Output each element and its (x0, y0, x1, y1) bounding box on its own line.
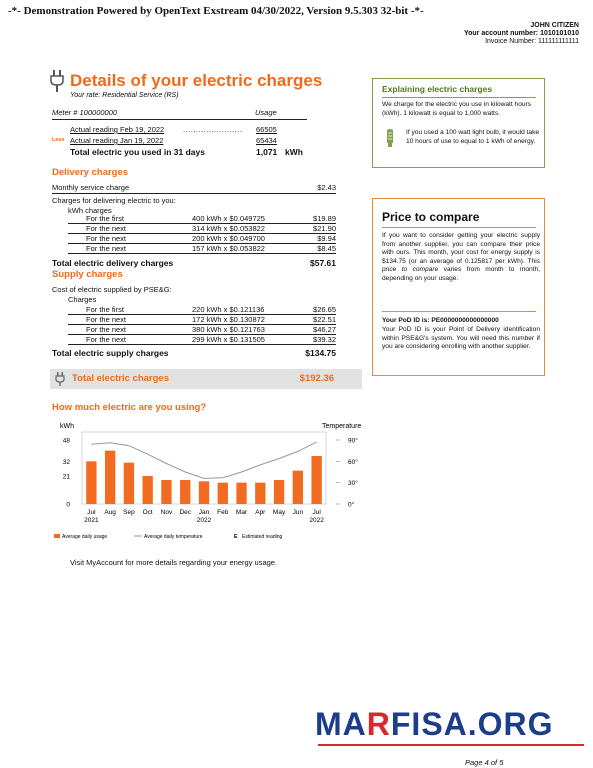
supply-row-calc: 299 kWh x $0.131505 (192, 335, 265, 344)
meter-number: Meter # 100000000 (52, 108, 118, 117)
charges-for-label: Charges for delivering electric to you: (52, 196, 176, 205)
supply-cost-label: Cost of electric supplied by PSE&G: (52, 285, 172, 294)
usage-bar (161, 480, 171, 504)
supply-row-calc: 220 kWh x $0.121136 (192, 305, 265, 314)
legend-usage: Average daily usage (62, 534, 108, 540)
x-tick-label: Mar (235, 509, 248, 516)
right-tick-label: 30° (348, 480, 358, 488)
left-tick-label: 21 (62, 473, 70, 481)
demo-banner: -*- Demonstration Powered by OpenText Exstream 04/30/2022, Version 9.5.303 32-bit -*- (8, 5, 424, 17)
delivery-row-amount: $9.94 (317, 234, 336, 243)
pod-id: Your PoD ID is: PE0000000000000000 (382, 317, 499, 324)
usage-bar (255, 483, 265, 504)
supply-total-label: Total electric supply charges (52, 348, 169, 358)
delivery-row-calc: 314 kWh x $0.053822 (192, 224, 265, 233)
usage-bar (236, 483, 246, 504)
less-label: Less (52, 137, 65, 143)
plug-icon (50, 70, 64, 92)
x-tick-label: Jul (312, 509, 321, 516)
legend-temp: Average daily temperature (144, 534, 203, 540)
supply-header: Supply charges (52, 269, 123, 280)
total-used-label: Total electric you used in 31 days (70, 147, 205, 157)
marfisa-logo: MARFISA.ORG (315, 706, 554, 742)
x-tick-label: Sep (123, 509, 135, 516)
page-title: Details of your electric charges (70, 71, 323, 90)
x-tick-label: Jan (198, 509, 210, 516)
lightbulb-icon (385, 129, 395, 151)
supply-total-value: $134.75 (305, 348, 336, 358)
delivery-row-calc: 200 kWh x $0.049700 (192, 234, 265, 243)
x-tick-label: Feb (217, 509, 229, 516)
service-charge-value: $2.43 (317, 183, 336, 192)
usage-bar (143, 476, 153, 504)
delivery-row-calc: 400 kWh x $0.049725 (192, 214, 265, 223)
explaining-text: We charge for the electric you use in kilowatt hours (kWh). 1 kilowatt is equal to 1,000 watts. (382, 101, 532, 117)
x-tick-year: 2021 (84, 517, 99, 524)
explaining-box (372, 78, 545, 168)
x-tick-year: 2022 (309, 517, 324, 524)
x-tick-label: Apr (255, 509, 266, 516)
kwh-charges-label: kWh charges (68, 206, 112, 215)
delivery-row-label: For the next (86, 224, 127, 233)
x-tick-label: Oct (142, 509, 153, 516)
right-tick-label: 0° (348, 501, 355, 509)
left-tick-label: 48 (62, 437, 70, 445)
total-charges-bar (50, 369, 362, 389)
total-used-unit: kWh (285, 147, 303, 157)
invoice-number: Invoice Number: 111111111111 (485, 38, 579, 45)
price-compare-box (372, 198, 545, 376)
delivery-row-amount: $21.90 (313, 224, 336, 233)
y-axis-label-left: kWh (60, 423, 74, 430)
supply-row-amount: $39.32 (313, 335, 336, 344)
delivery-row-label: For the next (86, 234, 127, 243)
usage-chart (50, 418, 370, 550)
supply-row-label: For the next (86, 325, 127, 334)
total-charges-label: Total electric charges (72, 373, 169, 384)
delivery-total-label: Total electric delivery charges (52, 258, 174, 268)
x-tick-label: Jun (292, 509, 304, 516)
left-tick-label: 32 (62, 458, 70, 466)
logo-underline (318, 744, 584, 746)
delivery-row-amount: $19.89 (313, 214, 336, 223)
total-charges-value: $192.36 (299, 373, 334, 384)
usage-bar (311, 456, 321, 504)
usage-chart-header: How much electric are you using? (52, 402, 207, 413)
legend-estimated-marker: E (234, 534, 238, 540)
usage-bar (274, 480, 284, 504)
explaining-tip: If you used a 100 watt light bulb, it would take 10 hours of use to equal to 1 kWh of energy. (406, 129, 540, 145)
customer-info (464, 22, 579, 46)
supply-row-calc: 380 kWh x $0.121763 (192, 325, 265, 334)
legend-estimated: Estimated reading (242, 534, 283, 540)
delivery-row-label: For the first (86, 214, 124, 223)
usage-bar (218, 483, 228, 504)
supply-charges-label: Charges (68, 295, 97, 304)
actual-reading-2: Actual reading Jan 19, 2022 (70, 136, 164, 145)
delivery-row-calc: 157 kWh x $0.053822 (192, 244, 265, 253)
customer-name: JOHN CITIZEN (530, 22, 579, 29)
x-tick-label: Aug (104, 509, 116, 516)
right-tick-label: 60° (348, 458, 358, 466)
x-tick-label: Nov (160, 509, 173, 516)
rate-text: Your rate: Residential Service (RS) (70, 92, 179, 99)
account-number: Your account number: 1010101010 (463, 30, 579, 37)
usage-bar (124, 463, 134, 504)
visit-text: Visit MyAccount for more details regarding your energy usage. (70, 558, 278, 567)
actual-reading-1-value: 66505 (256, 125, 277, 134)
explaining-header: Explaining electric charges (382, 84, 493, 94)
usage-bar (293, 471, 303, 504)
usage-bar (105, 451, 115, 504)
price-compare-header: Price to compare (382, 210, 480, 224)
service-charge-label: Monthly service charge (52, 183, 130, 192)
usage-bar (180, 480, 190, 504)
y-axis-label-right: Temperature (322, 423, 362, 430)
supply-row-amount: $26.65 (313, 305, 336, 314)
x-tick-year: 2022 (196, 517, 212, 524)
delivery-row-amount: $8.45 (317, 244, 336, 253)
supply-row-amount: $46.27 (313, 325, 336, 334)
total-used-value: 1,071 (256, 147, 278, 157)
right-tick-label: 90° (348, 437, 358, 445)
supply-row-amount: $22.51 (313, 315, 336, 324)
actual-reading-1: Actual reading Feb 19, 2022 (70, 125, 165, 134)
usage-bar (86, 461, 96, 504)
left-tick-label: 0 (66, 501, 70, 509)
delivery-row-line (68, 253, 336, 254)
supply-row-calc: 172 kWh x $0.130872 (192, 315, 265, 324)
supply-row-label: For the first (86, 305, 124, 314)
delivery-row-label: For the next (86, 244, 127, 253)
usage-bar (199, 481, 209, 504)
delivery-total-value: $57.61 (310, 258, 336, 268)
pod-text: Your PoD ID is your Point of Delivery identification within PSE&G's system. You will need this number if you are considering enrolling with another supplier. (382, 326, 540, 351)
supply-row-label: For the next (86, 315, 127, 324)
x-tick-label: Jul (87, 509, 96, 516)
dot-leader: ....................... (183, 125, 243, 134)
delivery-header: Delivery charges (52, 167, 129, 178)
page-number: Page 4 of 5 (465, 758, 504, 767)
supply-row-label: For the next (86, 335, 127, 344)
x-tick-label: May (272, 509, 286, 516)
legend-usage-swatch (54, 534, 60, 538)
supply-row-line (68, 344, 336, 345)
actual-reading-2-value: 65434 (256, 136, 277, 145)
x-tick-label: Dec (179, 509, 192, 516)
plug-icon (55, 372, 65, 386)
price-compare-text: If you want to consider getting your electric supply from another supplier, you can compare their price with ours. This month, your cost for energy supply is $134.75 (or an average of 0.125817 per kWh). This price to compare varies from month to month, depending on your usage. (382, 232, 541, 282)
usage-header: Usage (255, 108, 277, 117)
